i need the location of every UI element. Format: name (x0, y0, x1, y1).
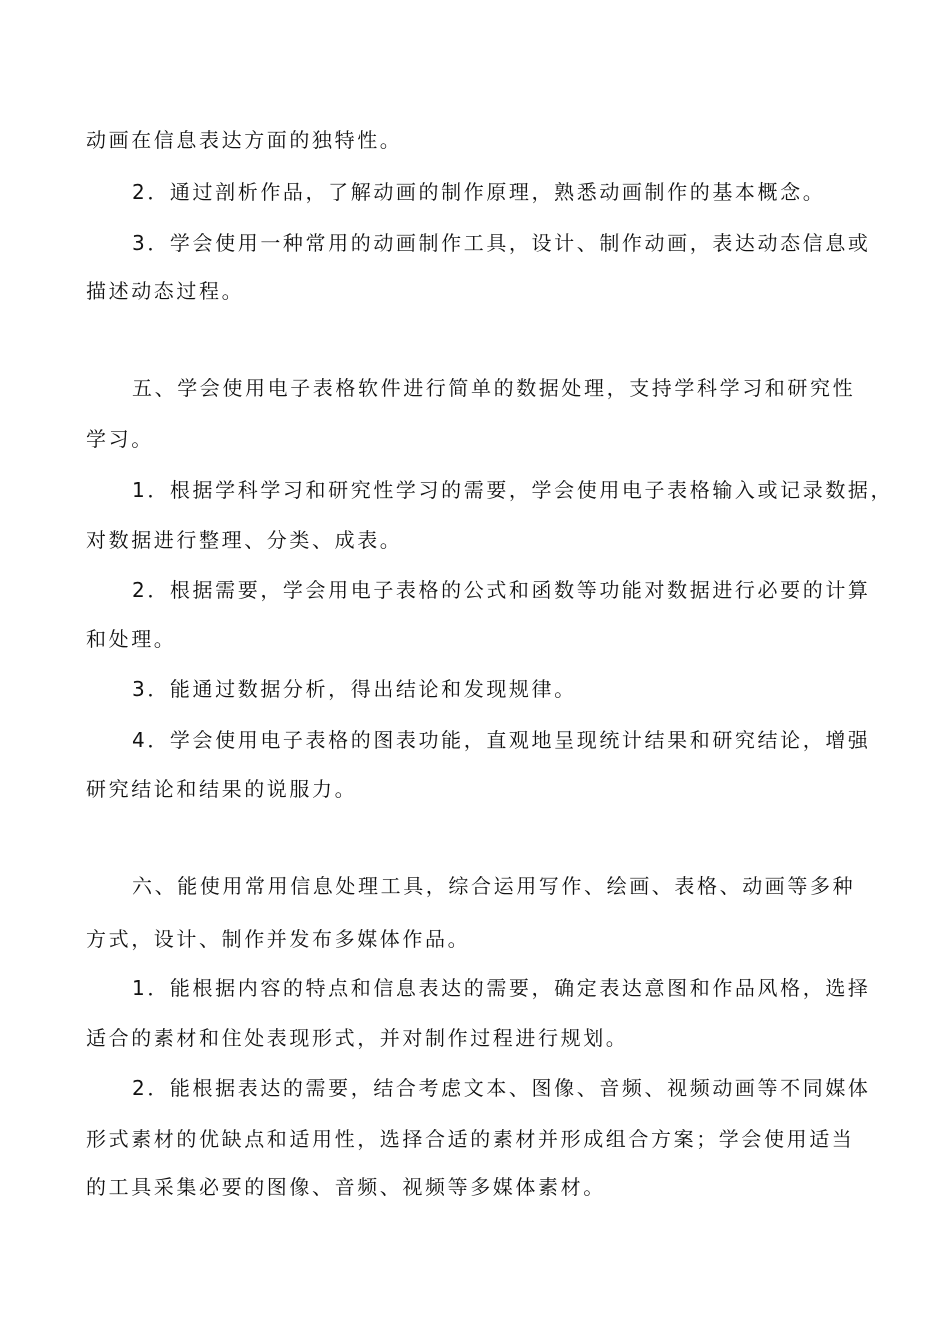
s5-item-3: 3．能通过数据分析，得出结论和发现规律。 (132, 677, 577, 701)
s6-item-1-line-2: 适合的素材和住处表现形式，并对制作过程进行规划。 (86, 1026, 629, 1050)
section-5-heading-line-2: 学习。 (86, 427, 154, 451)
s6-item-2-line-2: 形式素材的优缺点和适用性，选择合适的素材并形成组合方案；学会使用适当 (86, 1127, 855, 1151)
s5-item-4-line-1: 4．学会使用电子表格的图表功能，直观地呈现统计结果和研究结论，增强 (132, 728, 871, 752)
s5-item-2-line-2: 和处理。 (86, 627, 177, 651)
anim-item-3-line-1: 3．学会使用一种常用的动画制作工具，设计、制作动画，表达动态信息或 (132, 231, 871, 255)
s5-item-4-line-2: 研究结论和结果的说服力。 (86, 777, 358, 801)
section-6-heading-line-1: 六、能使用常用信息处理工具，综合运用写作、绘画、表格、动画等多种 (132, 874, 856, 898)
section-5-heading-line-1: 五、学会使用电子表格软件进行简单的数据处理，支持学科学习和研究性 (132, 376, 856, 400)
anim-item-2: 2．通过剖析作品，了解动画的制作原理，熟悉动画制作的基本概念。 (132, 180, 826, 204)
anim-item-3-line-2: 描述动态过程。 (86, 279, 245, 303)
s5-item-1-line-1: 1．根据学科学习和研究性学习的需要，学会使用电子表格输入或记录数据， (132, 478, 894, 502)
s6-item-2-line-1: 2．能根据表达的需要，结合考虑文本、图像、音频、视频动画等不同媒体 (132, 1076, 871, 1100)
intro-tail-text: 动画在信息表达方面的独特性。 (86, 128, 403, 152)
s5-item-1-line-2: 对数据进行整理、分类、成表。 (86, 528, 403, 552)
s6-item-1-line-1: 1．能根据内容的特点和信息表达的需要，确定表达意图和作品风格，选择 (132, 976, 871, 1000)
s6-item-2-line-3: 的工具采集必要的图像、音频、视频等多媒体素材。 (86, 1175, 606, 1199)
s5-item-2-line-1: 2．根据需要，学会用电子表格的公式和函数等功能对数据进行必要的计算 (132, 578, 871, 602)
section-6-heading-line-2: 方式，设计、制作并发布多媒体作品。 (86, 927, 471, 951)
